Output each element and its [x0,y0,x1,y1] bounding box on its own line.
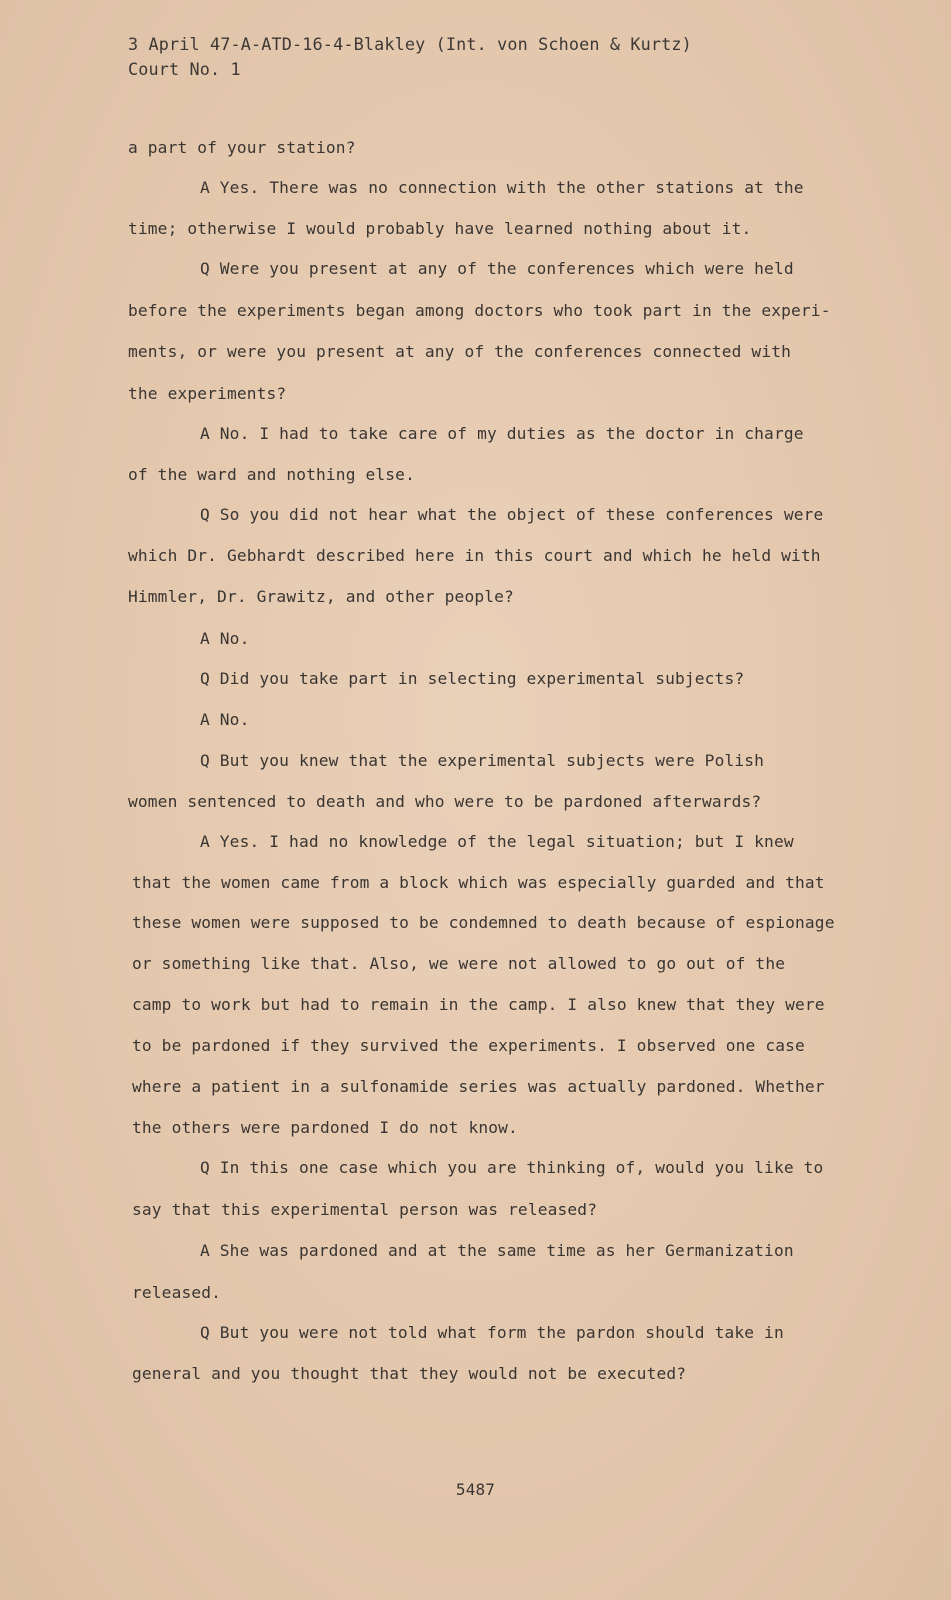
body-line: released. [132,1283,222,1302]
body-line: ments, or were you present at any of the conferences connected with [128,342,792,361]
body-line: say that this experimental person was released? [132,1200,598,1219]
header-line-2: Court No. 1 [128,59,241,79]
answer-line: A No. [200,710,250,729]
answer-line: A Yes. There was no connection with the other stations at the [200,178,804,197]
question-line: Q In this one case which you are thinking of, would you like to [200,1158,824,1177]
body-line: to be pardoned if they survived the experiments. I observed one case [132,1036,805,1055]
header-line-1: 3 April 47-A-ATD-16-4-Blakley (Int. von Schoen & Kurtz) [128,34,692,54]
body-line: time; otherwise I would probably have learned nothing about it. [128,219,752,238]
body-line: or something like that. Also, we were not allowed to go out of the [132,954,786,973]
body-line: general and you thought that they would not be executed? [132,1364,687,1383]
answer-line: A No. [200,629,250,648]
body-line: of the ward and nothing else. [128,465,415,484]
question-line: Q So you did not hear what the object of these conferences were [200,505,824,524]
answer-line: A She was pardoned and at the same time as her Germanization [200,1241,794,1260]
body-line: which Dr. Gebhardt described here in this court and which he held with [128,546,821,565]
body-line: Himmler, Dr. Grawitz, and other people? [128,587,514,606]
question-line: Q Did you take part in selecting experimental subjects? [200,669,745,688]
body-line: these women were supposed to be condemned to death because of espionage [132,913,835,932]
body-line: the experiments? [128,384,287,403]
page-number: 5487 [455,1480,496,1499]
body-line: camp to work but had to remain in the camp. I also knew that they were [132,995,825,1014]
answer-line: A No. I had to take care of my duties as the doctor in charge [200,424,804,443]
body-line: a part of your station? [128,138,356,157]
answer-line: A Yes. I had no knowledge of the legal situation; but I knew [200,832,794,851]
body-line: women sentenced to death and who were to be pardoned afterwards? [128,792,762,811]
body-line: before the experiments began among doctors who took part in the experi- [128,301,831,320]
body-line: where a patient in a sulfonamide series was actually pardoned. Whether [132,1077,825,1096]
question-line: Q But you knew that the experimental subjects were Polish [200,751,765,770]
question-line: Q But you were not told what form the pardon should take in [200,1323,784,1342]
body-line: that the women came from a block which was especially guarded and that [132,873,825,892]
body-line: the others were pardoned I do not know. [132,1118,518,1137]
question-line: Q Were you present at any of the conferences which were held [200,259,794,278]
